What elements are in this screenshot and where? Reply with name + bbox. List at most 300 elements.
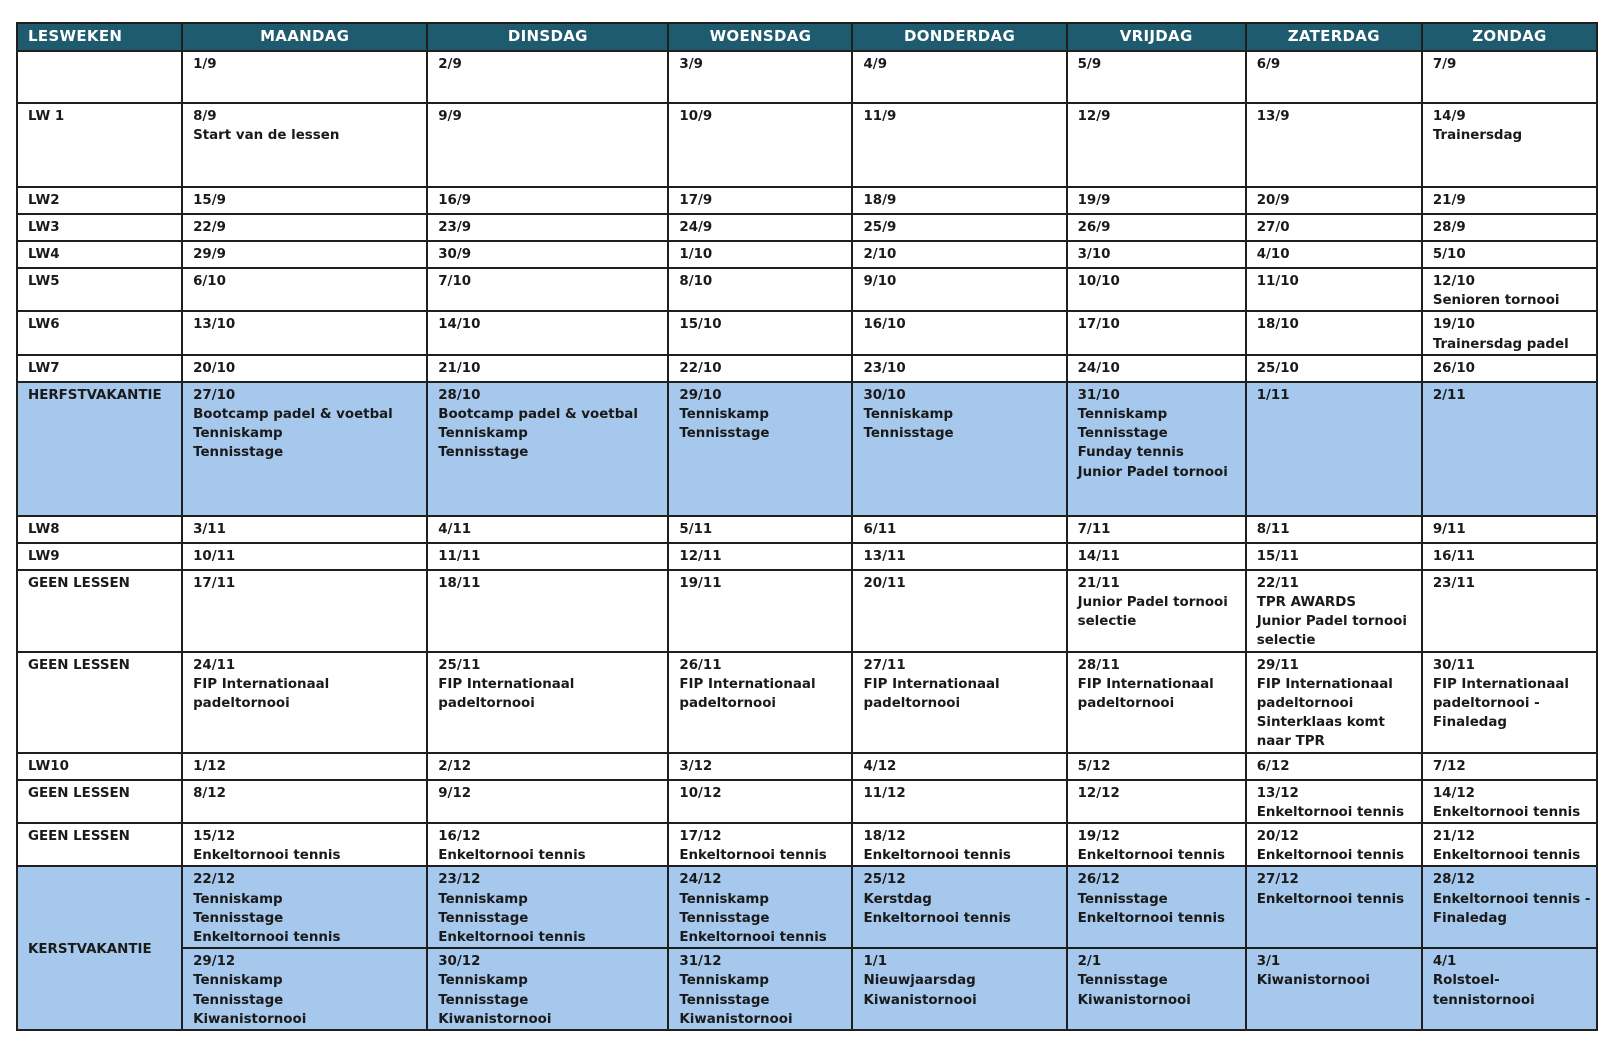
day-cell-donderdag [852,311,1066,354]
day-cell-zondag [1422,823,1597,866]
day-cell-dinsdag [427,268,668,311]
table-row [17,187,1597,214]
date-label: 3/12 [679,758,713,774]
week-label: LW6 [17,311,182,354]
event-label: Bootcamp padel & voetbal [193,407,393,423]
date-label: 20/10 [193,360,236,376]
date-label: 27/0 [1256,220,1290,235]
event-label: Tennisstage [679,910,770,926]
event-label: FIP Internationaal [193,676,330,692]
event-label: FIP Internationaal [1432,676,1569,692]
event-label: Enkeltornooi tennis [863,910,1011,926]
date-label: 29/10 [679,387,722,403]
date-label: 28/11 [1077,657,1120,673]
week-label: KERSTVAKANTIE [17,866,182,1030]
date-label: 2/1 [1077,954,1102,970]
date-label: 30/12 [438,954,481,970]
event-label: Enkeltornooi tennis [438,848,586,864]
day-cell-maandag [182,241,427,268]
day-cell-donderdag [852,823,1066,866]
event-label: Rolstoel- [1432,973,1500,989]
day-cell-woensdag [668,753,852,780]
event-label: Enkeltornooi tennis [679,848,827,864]
day-cell-zondag [1422,780,1597,823]
event-label: TPR AWARDS [1256,595,1357,611]
date-label: 13/9 [1256,109,1290,124]
table-row [17,311,1597,354]
day-cell-dinsdag [427,753,668,780]
table-row [17,543,1597,570]
date-label: 6/9 [1256,57,1281,72]
event-label: Tennisstage [1077,426,1168,442]
date-label: 14/9 [1432,109,1466,124]
event-label: padeltornooi [1077,696,1175,712]
table-body [17,51,1597,1030]
day-cell-woensdag [668,382,852,516]
event-label: FIP Internationaal [438,676,575,692]
table-row [17,103,1597,187]
date-label: 23/11 [1432,575,1475,591]
date-label: 2/11 [1432,387,1466,403]
date-label: 10/11 [193,548,236,564]
date-label: 15/11 [1256,548,1299,564]
day-cell-vrijdag [1067,570,1246,652]
day-cell-zondag [1422,355,1597,382]
day-cell-woensdag [668,948,852,1030]
date-label: 10/9 [679,109,713,124]
header-dinsdag: DINSDAG [427,23,668,51]
date-label: 25/11 [438,657,481,673]
day-cell-woensdag [668,866,852,948]
event-label: FIP Internationaal [1077,676,1214,692]
event-label: selectie [1256,633,1316,649]
date-label: 18/9 [863,193,897,208]
day-cell-woensdag [668,187,852,214]
day-cell-dinsdag [427,355,668,382]
day-cell-zondag [1422,103,1597,187]
date-label: 14/11 [1077,548,1120,564]
day-cell-donderdag [852,652,1066,753]
day-cell-zondag [1422,382,1597,516]
date-label: 6/10 [193,274,226,289]
date-label: 13/12 [1256,785,1299,801]
table-row [17,823,1597,866]
date-label: 16/12 [438,829,481,845]
date-label: 27/11 [863,657,906,673]
day-cell-vrijdag [1067,543,1246,570]
day-cell-zaterdag [1246,382,1422,516]
day-cell-zaterdag [1246,948,1422,1030]
day-cell-vrijdag [1067,187,1246,214]
day-cell-zondag [1422,214,1597,241]
date-label: 3/9 [679,57,703,72]
day-cell-vrijdag [1067,311,1246,354]
day-cell-maandag [182,311,427,354]
day-cell-zondag [1422,241,1597,268]
day-cell-zondag [1422,652,1597,753]
event-label: Kiwanistornooi [679,1011,793,1027]
date-label: 11/9 [863,109,897,124]
day-cell-vrijdag [1067,823,1246,866]
day-cell-vrijdag [1067,268,1246,311]
day-cell-zondag [1422,948,1597,1030]
event-label: Tennisstage [193,992,284,1008]
event-label: Tenniskamp [1077,407,1168,423]
day-cell-donderdag [852,241,1066,268]
day-cell-vrijdag [1067,780,1246,823]
day-cell-zaterdag [1246,516,1422,543]
event-label: Junior Padel tornooi [1077,464,1228,480]
day-cell-donderdag [852,780,1066,823]
day-cell-donderdag [852,382,1066,516]
date-label: 24/11 [193,657,236,673]
event-label: Tennisstage [679,426,770,442]
event-label: Enkeltornooi tennis [679,930,827,946]
event-label: Tennisstage [1077,891,1168,907]
event-label: Tenniskamp [438,891,528,907]
day-cell-donderdag [852,214,1066,241]
date-label: 1/9 [193,57,217,72]
day-cell-zondag [1422,570,1597,652]
week-label: GEEN LESSEN [17,652,182,753]
date-label: 3/1 [1256,954,1281,970]
date-label: 18/12 [863,829,906,845]
day-cell-maandag [182,823,427,866]
day-cell-donderdag [852,570,1066,652]
week-label: LW 1 [17,103,182,187]
day-cell-zaterdag [1246,570,1422,652]
day-cell-maandag [182,948,427,1030]
table-row [17,241,1597,268]
event-label: Enkeltornooi tennis [1256,891,1405,907]
date-label: 22/9 [193,220,226,235]
header-maandag: MAANDAG [182,23,427,51]
date-label: 5/10 [1432,247,1466,262]
day-cell-vrijdag [1067,51,1246,103]
table-row [17,268,1597,311]
date-label: 12/10 [1432,274,1475,289]
day-cell-zondag [1422,866,1597,948]
table-row [17,570,1597,652]
date-label: 4/12 [863,758,897,774]
event-label: Tenniskamp [193,891,283,907]
day-cell-zaterdag [1246,241,1422,268]
date-label: 18/10 [1256,317,1299,333]
day-cell-zondag [1422,187,1597,214]
event-label: Enkeltornooi tennis [193,930,341,946]
week-label: HERFSTVAKANTIE [17,382,182,516]
event-label: Tennisstage [438,992,529,1008]
date-label: 9/10 [863,274,897,289]
event-label: Funday tennis [1077,445,1184,461]
event-label: padeltornooi [1256,696,1354,712]
event-label: Tenniskamp [679,891,769,907]
table-row [17,51,1597,103]
day-cell-maandag [182,753,427,780]
date-label: 23/10 [863,360,906,376]
date-label: 16/11 [1432,548,1475,564]
date-label: 22/12 [193,872,236,888]
date-label: 12/11 [679,548,722,564]
event-label: naar TPR [1256,734,1325,750]
date-label: 2/12 [438,758,472,774]
event-label: Senioren tornooi [1432,293,1560,309]
day-cell-donderdag [852,516,1066,543]
day-cell-woensdag [668,51,852,103]
day-cell-zaterdag [1246,823,1422,866]
day-cell-vrijdag [1067,355,1246,382]
event-label: padeltornooi - [1432,696,1540,712]
event-label: Junior Padel tornooi [1256,614,1407,630]
date-label: 9/12 [438,785,472,801]
date-label: 20/9 [1256,193,1290,208]
event-label: Trainersdag [1432,128,1523,144]
day-cell-maandag [182,543,427,570]
day-cell-zaterdag [1246,355,1422,382]
event-label: tennistornooi [1432,992,1535,1008]
day-cell-zaterdag [1246,51,1422,103]
event-label: Tenniskamp [679,973,769,989]
event-label: Tenniskamp [863,407,954,423]
day-cell-zaterdag [1246,268,1422,311]
week-label: LW7 [17,355,182,382]
event-label: Trainersdag padel [1432,336,1569,352]
week-label: LW5 [17,268,182,311]
day-cell-zaterdag [1246,780,1422,823]
day-cell-vrijdag [1067,241,1246,268]
event-label: Tennisstage [1077,973,1168,989]
date-label: 1/10 [679,247,713,262]
table-row [17,866,1597,948]
date-label: 2/9 [438,57,462,72]
event-label: Tennisstage [679,992,770,1008]
header-lesweken: LESWEKEN [17,23,182,51]
date-label: 17/12 [679,829,722,845]
day-cell-donderdag [852,268,1066,311]
table-row [17,516,1597,543]
day-cell-maandag [182,51,427,103]
day-cell-donderdag [852,753,1066,780]
event-label: Finaledag [1432,910,1508,926]
date-label: 15/10 [679,317,722,333]
date-label: 25/12 [863,872,906,888]
date-label: 19/12 [1077,829,1120,845]
event-label: Enkeltornooi tennis [1077,910,1226,926]
event-label: Enkeltornooi tennis [438,930,586,946]
date-label: 8/12 [193,785,226,801]
date-label: 24/12 [679,872,722,888]
day-cell-zaterdag [1246,753,1422,780]
date-label: 25/9 [863,220,897,235]
event-label: Tenniskamp [679,407,769,423]
date-label: 8/9 [193,109,217,124]
day-cell-dinsdag [427,51,668,103]
day-cell-zaterdag [1246,187,1422,214]
date-label: 23/9 [438,220,472,235]
event-label: selectie [1077,614,1137,630]
date-label: 16/9 [438,193,472,208]
day-cell-zaterdag [1246,652,1422,753]
date-label: 11/11 [438,548,481,564]
date-label: 31/10 [1077,387,1120,403]
day-cell-maandag [182,780,427,823]
date-label: 13/11 [863,548,906,564]
event-label: Junior Padel tornooi [1077,595,1228,611]
date-label: 1/1 [863,954,888,970]
event-label: Tennisstage [193,445,284,461]
day-cell-woensdag [668,543,852,570]
day-cell-dinsdag [427,311,668,354]
day-cell-vrijdag [1067,866,1246,948]
day-cell-woensdag [668,355,852,382]
date-label: 14/12 [1432,785,1475,801]
day-cell-vrijdag [1067,652,1246,753]
day-cell-zaterdag [1246,543,1422,570]
day-cell-dinsdag [427,382,668,516]
event-label: FIP Internationaal [863,676,1000,692]
event-label: Enkeltornooi tennis [863,848,1011,864]
date-label: 17/10 [1077,317,1120,333]
date-label: 30/9 [438,247,472,262]
day-cell-maandag [182,103,427,187]
date-label: 28/9 [1432,220,1466,235]
date-label: 11/10 [1256,274,1299,289]
date-label: 12/9 [1077,109,1111,124]
week-label: LW2 [17,187,182,214]
day-cell-vrijdag [1067,948,1246,1030]
event-label: FIP Internationaal [679,676,816,692]
date-label: 25/10 [1256,360,1299,376]
day-cell-dinsdag [427,214,668,241]
date-label: 15/12 [193,829,236,845]
date-label: 19/11 [679,575,722,591]
day-cell-dinsdag [427,570,668,652]
event-label: padeltornooi [438,696,535,712]
event-label: Start van de lessen [193,128,340,144]
date-label: 24/9 [679,220,713,235]
event-label: Tennisstage [438,910,529,926]
day-cell-zaterdag [1246,214,1422,241]
event-label: Kiwanistornooi [438,1011,552,1027]
event-label: Enkeltornooi tennis [1432,848,1581,864]
day-cell-vrijdag [1067,516,1246,543]
date-label: 20/12 [1256,829,1299,845]
date-label: 20/11 [863,575,906,591]
day-cell-zondag [1422,516,1597,543]
event-label: padeltornooi [679,696,776,712]
week-label [17,51,182,103]
date-label: 2/10 [863,247,897,262]
day-cell-zaterdag [1246,866,1422,948]
date-label: 30/10 [863,387,906,403]
day-cell-woensdag [668,652,852,753]
table-row [17,355,1597,382]
date-label: 7/12 [1432,758,1466,774]
date-label: 28/10 [438,387,481,403]
week-label: LW9 [17,543,182,570]
date-label: 26/12 [1077,872,1120,888]
day-cell-zondag [1422,543,1597,570]
day-cell-woensdag [668,570,852,652]
date-label: 21/9 [1432,193,1466,208]
date-label: 10/10 [1077,274,1120,289]
day-cell-zondag [1422,311,1597,354]
event-label: Kiwanistornooi [193,1011,307,1027]
day-cell-woensdag [668,241,852,268]
date-label: 12/12 [1077,785,1120,801]
table-row [17,753,1597,780]
date-label: 21/11 [1077,575,1120,591]
event-label: Tenniskamp [193,973,283,989]
event-label: Tennisstage [438,445,529,461]
date-label: 5/12 [1077,758,1111,774]
date-label: 28/12 [1432,872,1475,888]
date-label: 21/10 [438,360,481,376]
header-zondag: ZONDAG [1422,23,1597,51]
event-label: Kiwanistornooi [1256,973,1370,989]
header-woensdag: WOENSDAG [668,23,852,51]
event-label: Tenniskamp [438,973,528,989]
date-label: 6/12 [1256,758,1290,774]
day-cell-donderdag [852,355,1066,382]
day-cell-maandag [182,187,427,214]
event-label: padeltornooi [193,696,290,712]
day-cell-woensdag [668,780,852,823]
date-label: 7/10 [438,274,472,289]
day-cell-maandag [182,214,427,241]
header-donderdag: DONDERDAG [852,23,1066,51]
date-label: 22/10 [679,360,722,376]
day-cell-woensdag [668,311,852,354]
day-cell-dinsdag [427,823,668,866]
event-label: Sinterklaas komt [1256,715,1385,731]
date-label: 17/11 [193,575,236,591]
day-cell-zaterdag [1246,311,1422,354]
date-label: 30/11 [1432,657,1475,673]
date-label: 24/10 [1077,360,1120,376]
event-label: Kiwanistornooi [863,992,977,1008]
event-label: Enkeltornooi tennis [193,848,341,864]
event-label: Enkeltornooi tennis [1256,848,1405,864]
date-label: 6/11 [863,521,897,537]
day-cell-donderdag [852,948,1066,1030]
event-label: Kerstdag [863,891,932,907]
week-label: GEEN LESSEN [17,570,182,652]
event-label: Enkeltornooi tennis - [1432,891,1591,907]
day-cell-dinsdag [427,780,668,823]
date-label: 18/11 [438,575,481,591]
table-header [17,23,1597,51]
date-label: 22/11 [1256,575,1299,591]
date-label: 4/11 [438,521,472,537]
calendar-table [16,22,1598,1031]
day-cell-vrijdag [1067,382,1246,516]
day-cell-maandag [182,268,427,311]
event-label: Tennisstage [863,426,954,442]
date-label: 7/9 [1432,57,1457,72]
week-label: LW4 [17,241,182,268]
table-row [17,780,1597,823]
date-label: 13/10 [193,317,236,333]
event-label: Tenniskamp [438,426,528,442]
date-label: 1/12 [193,758,226,774]
day-cell-vrijdag [1067,753,1246,780]
event-label: FIP Internationaal [1256,676,1393,692]
day-cell-donderdag [852,51,1066,103]
date-label: 21/12 [1432,829,1475,845]
date-label: 17/9 [679,193,713,208]
table-row [17,214,1597,241]
